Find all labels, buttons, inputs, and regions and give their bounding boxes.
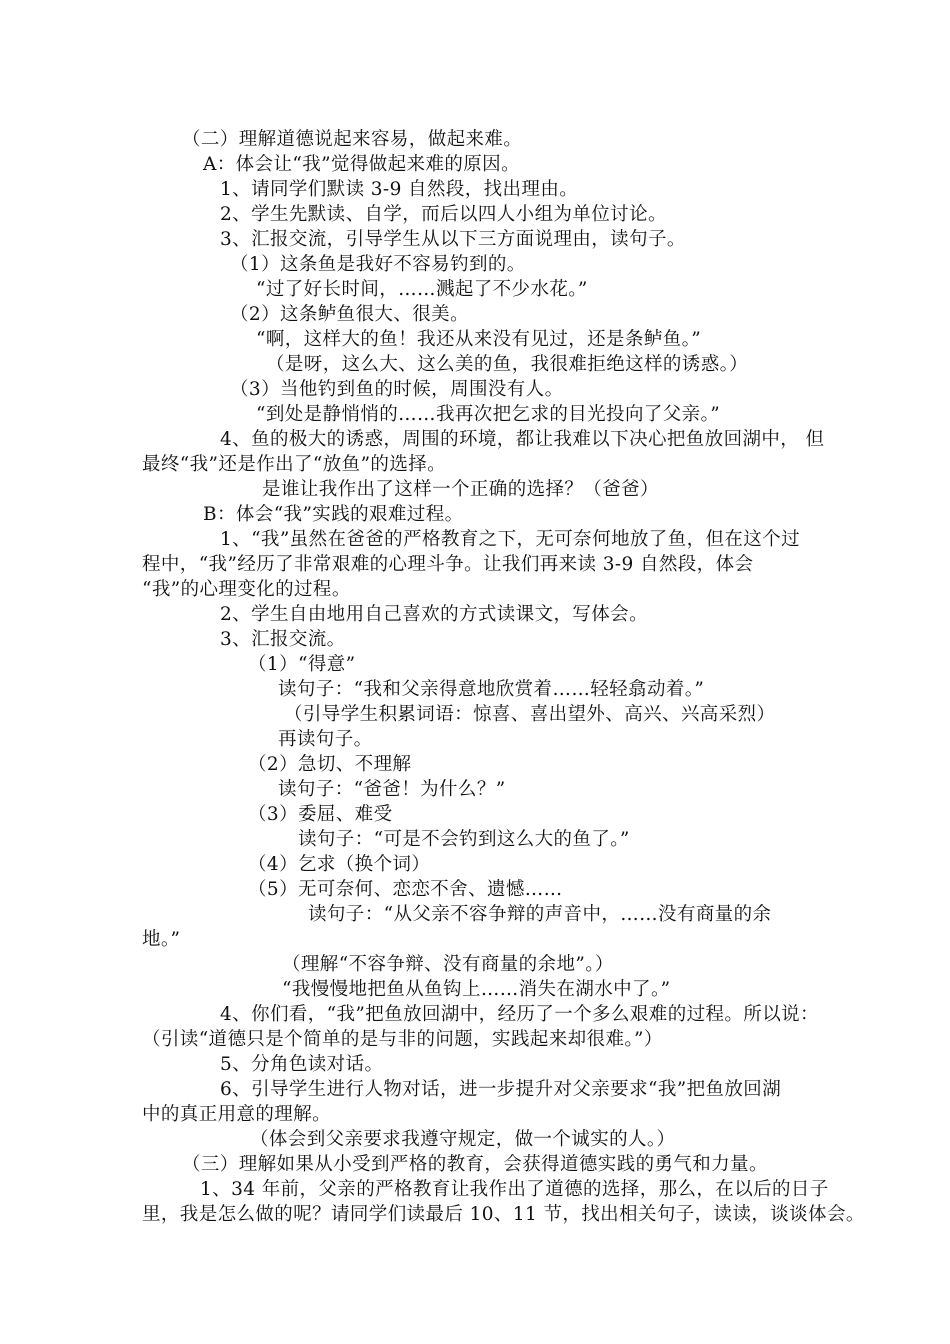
paragraph-line: 最终“我”还是作出了“放鱼”的选择。 bbox=[142, 454, 447, 475]
paragraph-line: （5）无可奈何、恋恋不舍、遗憾…… bbox=[248, 879, 563, 900]
paragraph-line: 读句子：“从父亲不容争辩的声音中，……没有商量的余 bbox=[308, 904, 772, 925]
paragraph-line: 读句子：“爸爸！为什么？” bbox=[278, 779, 506, 800]
paragraph-line: （3）当他钓到鱼的时候，周围没有人。 bbox=[230, 379, 564, 400]
quoted-sentence: “到处是静悄悄的……我再次把乞求的目光投向了父亲。” bbox=[256, 404, 721, 425]
quoted-sentence: “我慢慢地把鱼从鱼钩上……消失在湖水中了。” bbox=[282, 979, 671, 1000]
paragraph-line: 3、汇报交流，引导学生从以下三方面说理由，读句子。 bbox=[220, 229, 686, 250]
paragraph-line: 读句子：“我和父亲得意地欣赏着……轻轻翕动着。” bbox=[278, 679, 705, 700]
section-2-heading: （二）理解道德说起来容易，做起来难。 bbox=[182, 129, 523, 150]
paragraph-line: 1、请同学们默读 3-9 自然段，找出理由。 bbox=[220, 179, 579, 200]
part-b-heading: B：体会“我”实践的艰难过程。 bbox=[203, 504, 464, 525]
paragraph-line: 地。” bbox=[142, 929, 181, 950]
quoted-sentence: “过了好长时间，……溅起了不少水花。” bbox=[256, 279, 588, 300]
paragraph-line: “我”的心理变化的过程。 bbox=[142, 579, 351, 600]
quoted-sentence: “啊，这样大的鱼！我还从来没有见过，还是条鲈鱼。” bbox=[256, 329, 702, 350]
section-3-heading: （三）理解如果从小受到严格的教育，会获得道德实践的勇气和力量。 bbox=[182, 1154, 768, 1175]
paragraph-line: 是谁让我作出了这样一个正确的选择？（爸爸） bbox=[262, 479, 659, 500]
paragraph-line: （理解“不容争辩、没有商量的余地”。） bbox=[282, 954, 614, 975]
paragraph-line: （2）急切、不理解 bbox=[248, 754, 412, 775]
paragraph-line: 4、鱼的极大的诱惑，周围的环境，都让我难以下决心把鱼放回湖中， 但 bbox=[220, 429, 825, 450]
paragraph-line: 中的真正用意的理解。 bbox=[142, 1104, 332, 1125]
paragraph-line: （是呀，这么大、这么美的鱼，我很难拒绝这样的诱惑。） bbox=[266, 354, 749, 375]
paragraph-line: 2、学生先默读、自学，而后以四人小组为单位讨论。 bbox=[220, 204, 667, 225]
paragraph-line: 1、34 年前，父亲的严格教育让我作出了道德的选择，那么，在以后的日子 bbox=[200, 1179, 829, 1200]
paragraph-line: 再读句子。 bbox=[278, 729, 373, 750]
paragraph-line: 读句子：“可是不会钓到这么大的鱼了。” bbox=[298, 829, 630, 850]
paragraph-line: （引读“道德只是个简单的是与非的问题，实践起来却很难。”） bbox=[142, 1029, 663, 1050]
paragraph-line: （1）这条鱼是我好不容易钓到的。 bbox=[230, 254, 526, 275]
paragraph-line: （1）“得意” bbox=[248, 654, 356, 675]
paragraph-line: 5、分角色读对话。 bbox=[220, 1054, 384, 1075]
paragraph-line: （3）委屈、难受 bbox=[248, 804, 393, 825]
paragraph-line: 2、学生自由地用自己喜欢的方式读课文，写体会。 bbox=[220, 604, 648, 625]
paragraph-line: 程中，“我”经历了非常艰难的心理斗争。让我们再来读 3-9 自然段，体会 bbox=[142, 554, 754, 575]
paragraph-line: 4、你们看，“我”把鱼放回湖中，经历了一个多么艰难的过程。所以说： bbox=[220, 1004, 819, 1025]
paragraph-line: （体会到父亲要求我遵守规定，做一个诚实的人。） bbox=[250, 1129, 676, 1150]
paragraph-line: 3、汇报交流。 bbox=[220, 629, 346, 650]
paragraph-line: 6、引导学生进行人物对话，进一步提升对父亲要求“我”把鱼放回湖 bbox=[220, 1079, 782, 1100]
part-a-heading: A：体会让“我”觉得做起来难的原因。 bbox=[203, 154, 520, 175]
paragraph-line: （2）这条鲈鱼很大、很美。 bbox=[230, 304, 469, 325]
paragraph-line: 1、“我”虽然在爸爸的严格教育之下，无可奈何地放了鱼，但在这个过 bbox=[220, 529, 800, 550]
paragraph-line: （4）乞求（换个词） bbox=[248, 854, 431, 875]
paragraph-line: 里，我是怎么做的呢？请同学们读最后 10、11 节，找出相关句子，读读，谈谈体会。 bbox=[142, 1204, 865, 1225]
paragraph-line: （引导学生积累词语：惊喜、喜出望外、高兴、兴高采烈） bbox=[284, 704, 776, 725]
